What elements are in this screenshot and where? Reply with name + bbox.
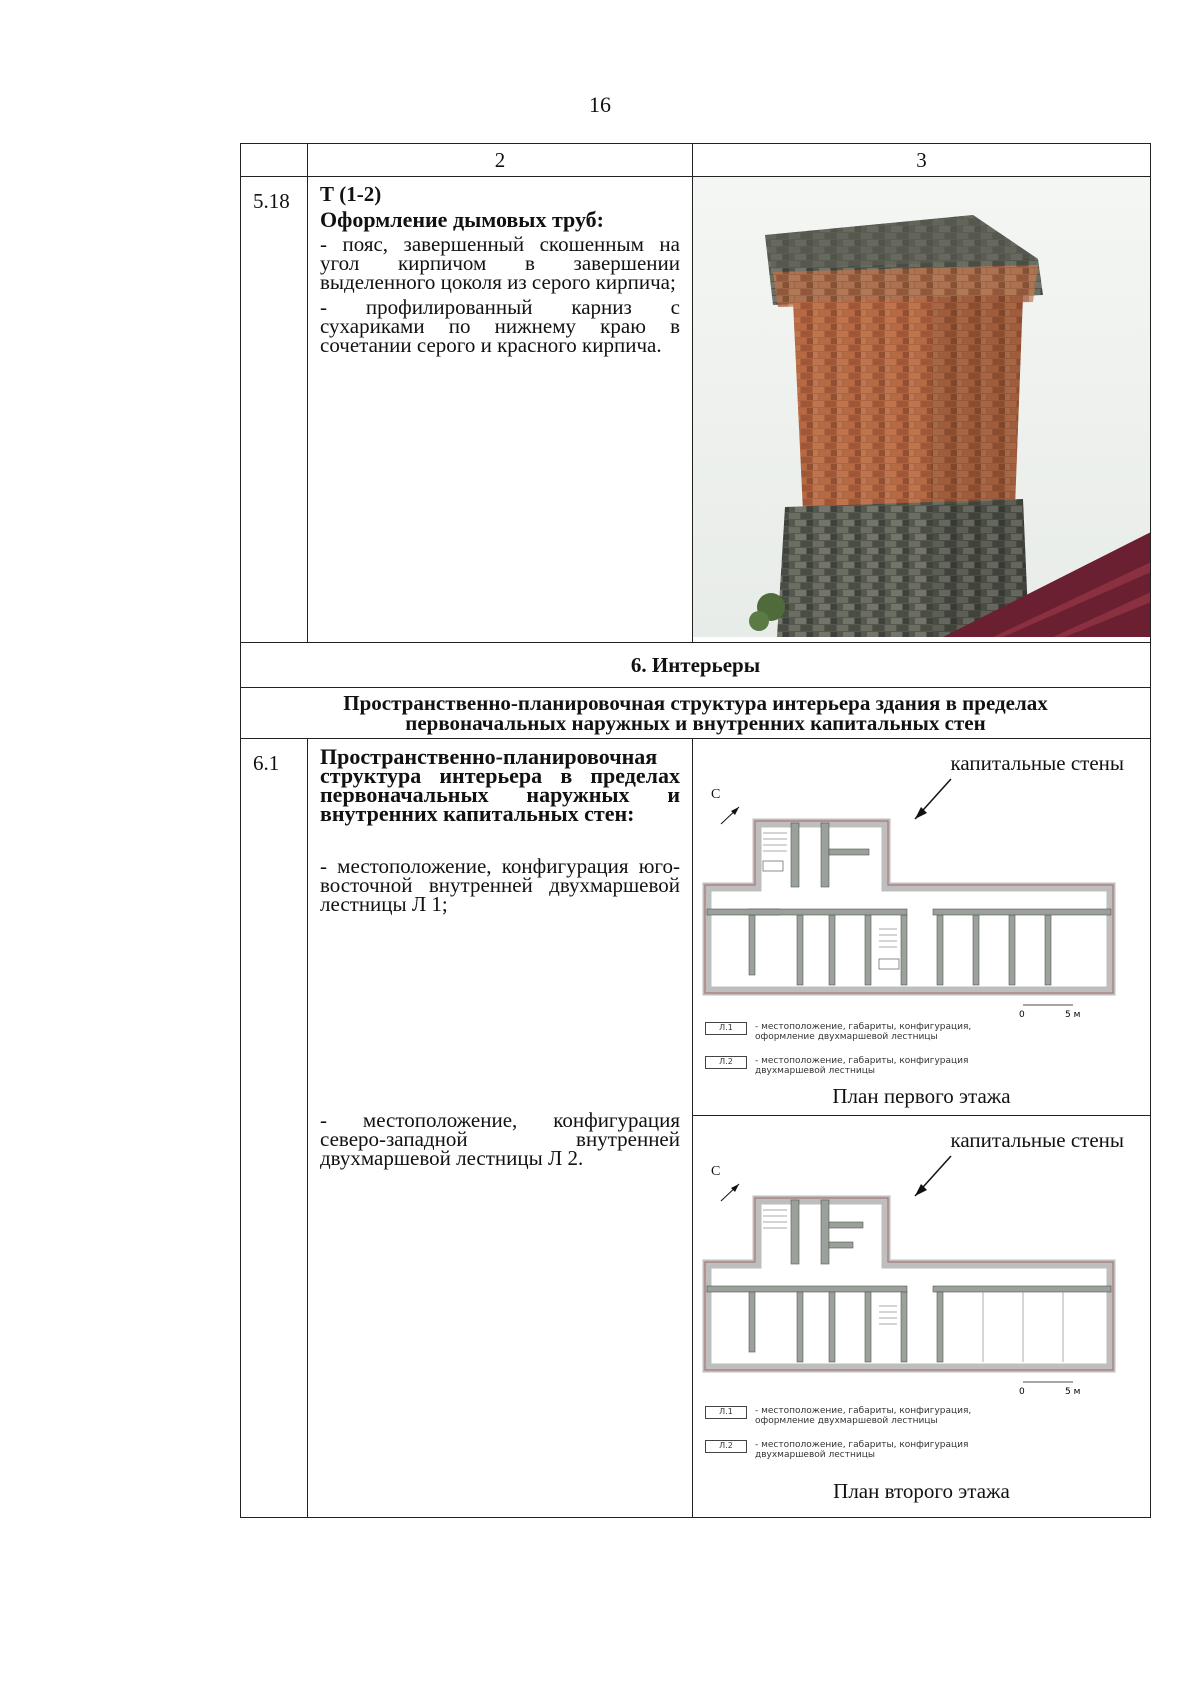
section-title: 6. Интерьеры bbox=[241, 643, 1151, 688]
document-table bbox=[240, 143, 1151, 1518]
north-arrow-label: С bbox=[711, 787, 721, 802]
element-item-2: - профилированный карниз с сухариками по нижнему краю в сочетании серого и красного кирпича. bbox=[320, 295, 680, 357]
chimney-photo bbox=[693, 177, 1151, 643]
floor-plans bbox=[693, 739, 1151, 1518]
chimney-photo-image bbox=[693, 177, 1151, 637]
page-number: 16 bbox=[589, 92, 611, 117]
plan-callout: капитальные стены bbox=[950, 1128, 1124, 1152]
plan-second-floor bbox=[693, 1116, 1150, 1508]
scale-zero: 0 bbox=[1019, 1387, 1025, 1397]
plan-second-floor-drawing bbox=[693, 1146, 1151, 1446]
legend-code: Л.2 bbox=[705, 1056, 747, 1069]
table-row-5-18 bbox=[241, 177, 1151, 643]
legend-text: двухмаршевой лестницы bbox=[755, 1066, 875, 1076]
table-header-row bbox=[241, 144, 1151, 177]
header-col2: 2 bbox=[308, 144, 693, 177]
plan-legend bbox=[705, 1022, 1145, 1076]
element-item-1: - местоположение, конфигурация юго-восточной внутренней двухмаршевой лестницы Л 1; bbox=[320, 854, 680, 916]
header-col3: 3 bbox=[693, 144, 1151, 177]
north-arrow-label: С bbox=[711, 1164, 721, 1179]
scale-end: 5 м bbox=[1065, 1387, 1081, 1397]
legend-text: двухмаршевой лестницы bbox=[755, 1450, 875, 1460]
element-code: Т (1-2) bbox=[320, 182, 382, 206]
subheader-row bbox=[241, 688, 1151, 739]
element-title: Оформление дымовых труб: bbox=[320, 207, 605, 232]
plan-first-floor bbox=[693, 739, 1150, 1116]
plan-legend bbox=[705, 1406, 1145, 1460]
legend-code: Л.1 bbox=[705, 1022, 747, 1035]
section-6-row bbox=[241, 643, 1151, 688]
scale-zero: 0 bbox=[1019, 1010, 1025, 1020]
row-description bbox=[308, 177, 693, 643]
element-item-1: - пояс, завершенный скошенным на угол кирпичом в завершении выделенного цоколя из серого кирпича; bbox=[320, 232, 680, 294]
element-item-2: - местоположение, конфигурация северо-западной внутренней двухмаршевой лестницы Л 2. bbox=[320, 1108, 680, 1170]
plan-caption: План первого этажа bbox=[832, 1084, 1011, 1108]
legend-text: - местоположение, габариты, конфигурация, bbox=[755, 1022, 972, 1032]
subheader-text: Пространственно-планировочная структура интерьера здания в пределах первоначальных наружных и внутренних капитальных стен bbox=[241, 688, 1151, 739]
table-row-6-1 bbox=[241, 739, 1151, 1518]
legend-text: оформление двухмаршевой лестницы bbox=[755, 1416, 938, 1426]
legend-text: - местоположение, габариты, конфигурация bbox=[755, 1440, 969, 1450]
legend-code: Л.1 bbox=[705, 1406, 747, 1419]
header-col1 bbox=[241, 144, 308, 177]
plan-caption: План второго этажа bbox=[833, 1479, 1010, 1503]
legend-code: Л.2 bbox=[705, 1440, 747, 1453]
plan-callout: капитальные стены bbox=[950, 751, 1124, 775]
row-number: 6.1 bbox=[241, 739, 308, 1518]
scale-end: 5 м bbox=[1065, 1010, 1081, 1020]
element-title: Пространственно-планировочная структура интерьера в пределах первоначальных наружных и внутренних капитальных стен: bbox=[320, 744, 680, 826]
legend-text: оформление двухмаршевой лестницы bbox=[755, 1032, 938, 1042]
row-description bbox=[308, 739, 693, 1518]
row-number: 5.18 bbox=[241, 177, 308, 643]
legend-text: - местоположение, габариты, конфигурация bbox=[755, 1056, 969, 1066]
legend-text: - местоположение, габариты, конфигурация, bbox=[755, 1406, 972, 1416]
